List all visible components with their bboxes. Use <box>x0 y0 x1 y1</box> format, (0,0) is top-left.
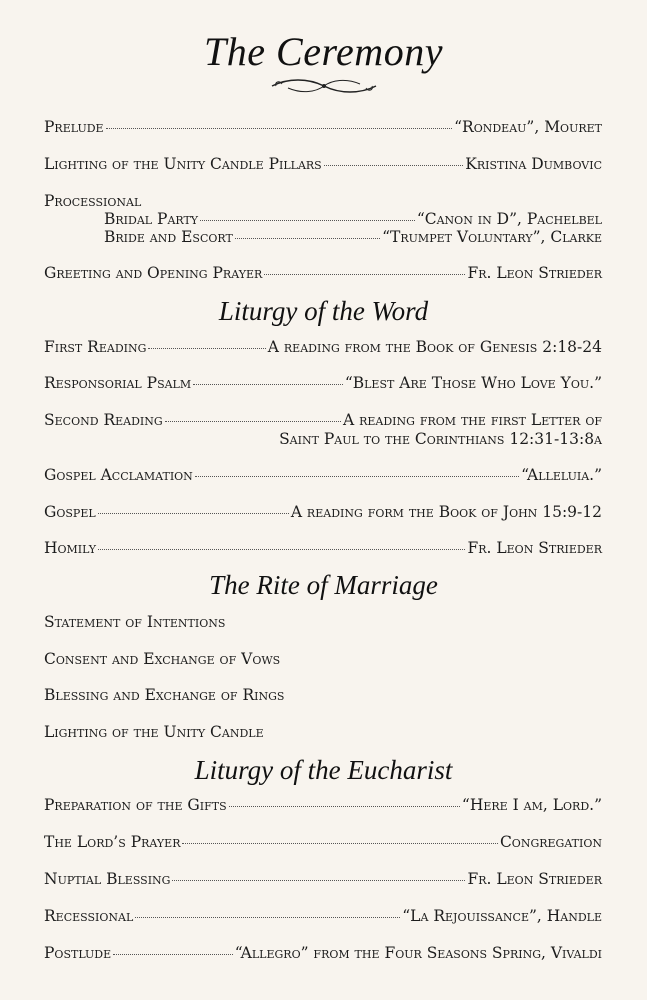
program-row-preparation <box>44 795 602 815</box>
program-row-unity-pillars <box>44 154 602 174</box>
row-label: Lighting of the Unity Candle Pillars <box>44 155 322 173</box>
row-value: A reading form the Book of John 15:9-12 <box>290 503 602 521</box>
dot-leader <box>264 266 465 275</box>
program-row-prelude <box>44 117 602 137</box>
row-value: “Here I am, Lord.” <box>461 796 602 814</box>
dot-leader <box>200 212 415 221</box>
program-row-acclamation <box>44 465 602 485</box>
program-row-psalm <box>44 373 602 393</box>
dot-leader <box>165 413 341 422</box>
dot-leader <box>172 872 465 881</box>
program-row-bridal-party <box>104 209 602 229</box>
row-value: “La Rejouissance”, Handle <box>402 907 602 925</box>
row-label: Greeting and Opening Prayer <box>44 264 263 282</box>
marriage-item: Consent and Exchange of Vows <box>44 650 281 668</box>
program-row-second-reading <box>44 410 602 430</box>
flourish-ornament-icon <box>268 74 380 98</box>
row-label: Second Reading <box>44 411 163 429</box>
dot-leader <box>193 376 343 385</box>
program-row-lords-prayer <box>44 832 602 852</box>
dot-leader <box>182 835 497 844</box>
row-label: Gospel Acclamation <box>44 466 193 484</box>
program-row-homily <box>44 538 602 558</box>
marriage-item: Statement of Intentions <box>44 613 226 631</box>
row-label: Bridal Party <box>104 210 199 228</box>
dot-leader <box>135 909 400 918</box>
row-value: “Blest Are Those Who Love You.” <box>344 374 602 392</box>
row-label: Bride and Escort <box>104 228 233 246</box>
program-row-nuptial <box>44 869 602 889</box>
marriage-item: Blessing and Exchange of Rings <box>44 686 285 704</box>
row-label: Postlude <box>44 944 112 962</box>
section-title-marriage: The Rite of Marriage <box>209 570 438 600</box>
program-row-postlude <box>44 943 602 963</box>
program-row-bride-escort <box>104 227 602 247</box>
row-value: “Rondeau”, Mouret <box>454 118 602 136</box>
row-value: “Allegro” from the Four Seasons Spring, Vivaldi <box>234 944 602 962</box>
dot-leader <box>229 798 460 807</box>
section-title-eucharist: Liturgy of the Eucharist <box>194 755 453 785</box>
program-row-greeting <box>44 263 602 283</box>
row-value: Fr. Leon Strieder <box>467 264 602 282</box>
processional-heading: Processional <box>44 192 142 210</box>
dot-leader <box>113 946 233 955</box>
marriage-item: Lighting of the Unity Candle <box>44 723 264 741</box>
dot-leader <box>98 541 465 550</box>
row-value: “Alleluia.” <box>521 466 602 484</box>
section-title-word: Liturgy of the Word <box>218 296 429 326</box>
dot-leader <box>106 120 453 129</box>
row-value: A reading from the first Letter of <box>342 411 602 429</box>
row-label: Responsorial Psalm <box>44 374 192 392</box>
dot-leader <box>148 340 265 349</box>
row-value: Congregation <box>499 833 602 851</box>
row-label: Recessional <box>44 907 134 925</box>
dot-leader <box>98 505 289 514</box>
program-row-gospel <box>44 502 602 522</box>
row-value: “Canon in D”, Pachelbel <box>416 210 602 228</box>
row-value: Fr. Leon Strieder <box>467 539 602 557</box>
dot-leader <box>195 468 519 477</box>
row-value: “Trumpet Voluntary”, Clarke <box>382 228 602 246</box>
program-row-recessional <box>44 906 602 926</box>
row-value: Fr. Leon Strieder <box>467 870 602 888</box>
row-value: A reading from the Book of Genesis 2:18-24 <box>267 338 602 356</box>
row-label: First Reading <box>44 338 147 356</box>
row-label: Prelude <box>44 118 104 136</box>
dot-leader <box>324 157 464 166</box>
dot-leader <box>235 230 380 239</box>
row-label: Nuptial Blessing <box>44 870 171 888</box>
row-value: Kristina Dumbovic <box>465 155 602 173</box>
row-label: The Lord’s Prayer <box>44 833 181 851</box>
row-value-continued: Saint Paul to the Corinthians 12:31-13:8a <box>279 430 602 448</box>
program-row-first-reading <box>44 337 602 357</box>
row-label: Gospel <box>44 503 96 521</box>
page-title: The Ceremony <box>204 29 443 74</box>
row-label: Preparation of the Gifts <box>44 796 227 814</box>
row-label: Homily <box>44 539 97 557</box>
